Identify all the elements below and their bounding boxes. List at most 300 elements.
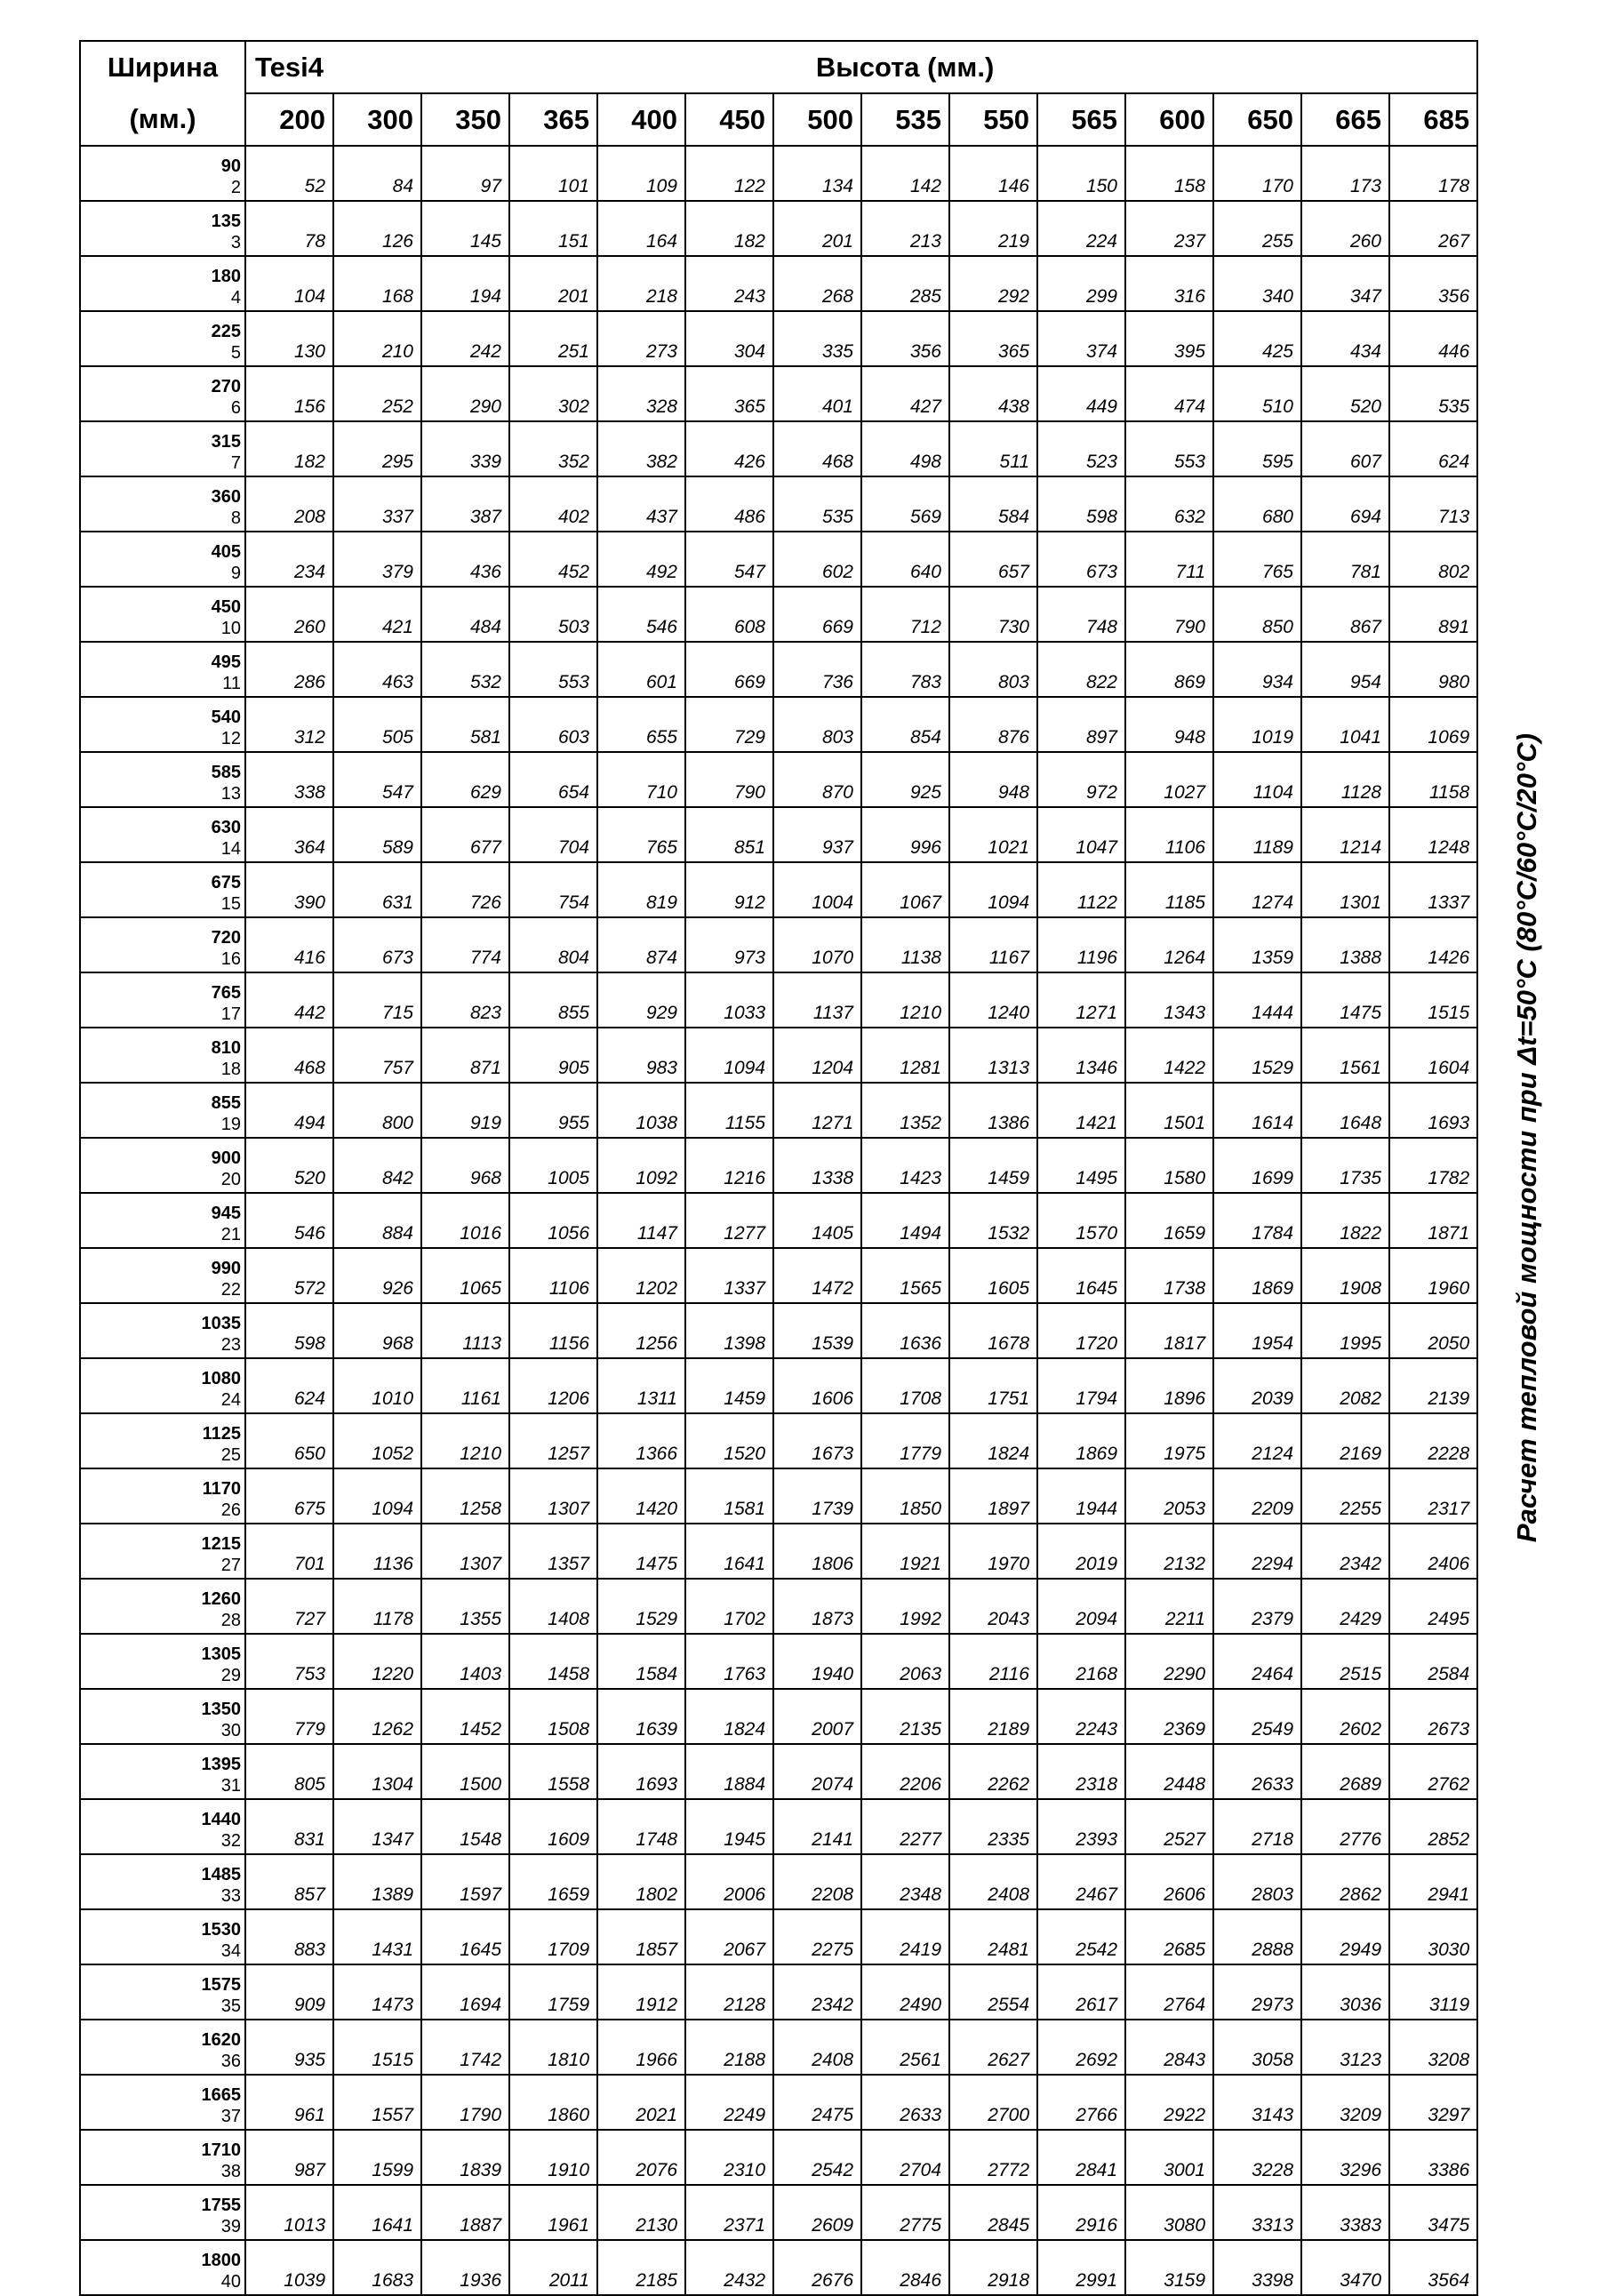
- width-unit-label: (мм.): [129, 103, 196, 134]
- table-row: [80, 642, 1477, 697]
- power-value-cell: 1720: [1037, 1303, 1125, 1358]
- power-value-cell: 884: [333, 1193, 421, 1248]
- power-value-cell: 726: [421, 862, 509, 917]
- power-value-cell: 2584: [1389, 1634, 1477, 1689]
- table-row: [80, 1689, 1477, 1744]
- height-header-cell: 535: [861, 93, 949, 146]
- power-value-cell: 968: [333, 1303, 421, 1358]
- table-row: [80, 807, 1477, 862]
- section-count: 4: [230, 288, 241, 308]
- width-mm: 1350: [201, 1700, 241, 1719]
- power-value-cell: 996: [861, 807, 949, 862]
- power-value-cell: 449: [1037, 366, 1125, 421]
- width-mm: 1620: [201, 2030, 241, 2050]
- width-mm: 1575: [201, 1975, 241, 1995]
- power-value-cell: 2094: [1037, 1579, 1125, 1634]
- table-body: [80, 146, 1477, 2295]
- power-value-cell: 1912: [597, 1964, 685, 2020]
- power-value-cell: 1966: [597, 2020, 685, 2075]
- table-row: [80, 2075, 1477, 2130]
- section-count: 21: [220, 1225, 241, 1244]
- width-mm: 315: [211, 432, 241, 452]
- power-value-cell: 727: [245, 1579, 333, 1634]
- power-value-cell: 1216: [685, 1138, 773, 1193]
- power-value-cell: 1645: [421, 1909, 509, 1964]
- power-value-cell: 1565: [861, 1248, 949, 1303]
- table-row: [80, 2185, 1477, 2240]
- height-header-row: [80, 93, 1477, 146]
- power-value-cell: 1240: [949, 972, 1037, 1028]
- power-value-cell: 874: [597, 917, 685, 972]
- width-cell: [80, 146, 245, 201]
- power-value-cell: 421: [333, 587, 421, 642]
- power-value-cell: 546: [597, 587, 685, 642]
- power-value-cell: 2542: [773, 2130, 861, 2185]
- power-value-cell: 694: [1301, 476, 1389, 532]
- section-count: 31: [220, 1776, 241, 1796]
- power-value-cell: 2371: [685, 2185, 773, 2240]
- power-value-cell: 1558: [509, 1744, 597, 1799]
- power-value-cell: 581: [421, 697, 509, 752]
- power-value-cell: 2169: [1301, 1413, 1389, 1468]
- power-value-cell: 2432: [685, 2240, 773, 2295]
- power-value-cell: 748: [1037, 587, 1125, 642]
- power-value-cell: 425: [1213, 311, 1301, 366]
- power-value-cell: 1580: [1125, 1138, 1213, 1193]
- power-value-cell: 2043: [949, 1579, 1037, 1634]
- power-value-cell: 1869: [1037, 1413, 1125, 1468]
- power-value-cell: 292: [949, 256, 1037, 311]
- power-value-cell: 632: [1125, 476, 1213, 532]
- power-value-cell: 1897: [949, 1468, 1037, 1524]
- section-count: 34: [220, 1941, 241, 1961]
- power-value-cell: 535: [773, 476, 861, 532]
- power-value-cell: 1304: [333, 1744, 421, 1799]
- power-value-cell: 434: [1301, 311, 1389, 366]
- width-cell: [80, 1744, 245, 1799]
- power-value-cell: 624: [1389, 421, 1477, 476]
- power-value-cell: 987: [245, 2130, 333, 2185]
- width-cell: [80, 587, 245, 642]
- section-count: 22: [220, 1280, 241, 1300]
- power-value-cell: 1839: [421, 2130, 509, 2185]
- power-value-cell: 1137: [773, 972, 861, 1028]
- power-value-cell: 1683: [333, 2240, 421, 2295]
- section-count: 28: [220, 1611, 241, 1630]
- power-value-cell: 1609: [509, 1799, 597, 1854]
- width-cell: [80, 366, 245, 421]
- width-cell: [80, 807, 245, 862]
- power-value-cell: 1806: [773, 1524, 861, 1579]
- power-value-cell: 1532: [949, 1193, 1037, 1248]
- power-value-cell: 505: [333, 697, 421, 752]
- width-cell: [80, 1468, 245, 1524]
- power-value-cell: 2633: [1213, 1744, 1301, 1799]
- power-value-cell: 2290: [1125, 1634, 1213, 1689]
- height-header-cell: 300: [333, 93, 421, 146]
- power-value-cell: 1196: [1037, 917, 1125, 972]
- power-value-cell: 2053: [1125, 1468, 1213, 1524]
- power-value-cell: 2067: [685, 1909, 773, 1964]
- power-value-cell: 1426: [1389, 917, 1477, 972]
- width-cell: [80, 2130, 245, 2185]
- power-value-cell: 673: [1037, 532, 1125, 587]
- power-value-cell: 650: [245, 1413, 333, 1468]
- power-value-cell: 1459: [949, 1138, 1037, 1193]
- width-mm: 135: [211, 212, 241, 231]
- power-value-cell: 822: [1037, 642, 1125, 697]
- power-value-cell: 520: [245, 1138, 333, 1193]
- width-cell: [80, 862, 245, 917]
- power-value-cell: 937: [773, 807, 861, 862]
- power-value-cell: 173: [1301, 146, 1389, 201]
- power-value-cell: 2918: [949, 2240, 1037, 2295]
- table-row: [80, 2240, 1477, 2295]
- section-count: 14: [220, 839, 241, 859]
- power-value-cell: 1337: [685, 1248, 773, 1303]
- power-value-cell: 1346: [1037, 1028, 1125, 1083]
- power-value-cell: 286: [245, 642, 333, 697]
- power-value-cell: 535: [1389, 366, 1477, 421]
- side-note: Расчет тепловой мощности при Δt=50°C (80°C/60°C/20°C): [1511, 732, 1542, 1543]
- width-mm: 810: [211, 1038, 241, 1058]
- power-value-cell: 669: [773, 587, 861, 642]
- power-value-cell: 1910: [509, 2130, 597, 2185]
- table-row: [80, 1524, 1477, 1579]
- power-value-cell: 1850: [861, 1468, 949, 1524]
- width-column-header: [80, 41, 245, 146]
- height-header-cell: 450: [685, 93, 773, 146]
- power-value-cell: 158: [1125, 146, 1213, 201]
- power-value-cell: 426: [685, 421, 773, 476]
- power-value-cell: 1337: [1389, 862, 1477, 917]
- power-value-cell: 2554: [949, 1964, 1037, 2020]
- power-value-cell: 2527: [1125, 1799, 1213, 1854]
- power-value-cell: 589: [333, 807, 421, 862]
- power-value-cell: 1408: [509, 1579, 597, 1634]
- width-mm: 1710: [201, 2140, 241, 2160]
- power-value-cell: 134: [773, 146, 861, 201]
- power-value-cell: 1047: [1037, 807, 1125, 862]
- width-cell: [80, 1083, 245, 1138]
- power-value-cell: 607: [1301, 421, 1389, 476]
- power-value-cell: 2206: [861, 1744, 949, 1799]
- power-value-cell: 2209: [1213, 1468, 1301, 1524]
- power-value-cell: 1274: [1213, 862, 1301, 917]
- power-value-cell: 2467: [1037, 1854, 1125, 1909]
- power-value-cell: 2448: [1125, 1744, 1213, 1799]
- power-value-cell: 365: [949, 311, 1037, 366]
- power-value-cell: 1945: [685, 1799, 773, 1854]
- power-value-cell: 1311: [597, 1358, 685, 1413]
- power-value-cell: 446: [1389, 311, 1477, 366]
- power-value-cell: 1271: [773, 1083, 861, 1138]
- power-value-cell: 2335: [949, 1799, 1037, 1854]
- table-row: [80, 917, 1477, 972]
- power-value-cell: 3386: [1389, 2130, 1477, 2185]
- power-value-cell: 2633: [861, 2075, 949, 2130]
- power-value-cell: 1604: [1389, 1028, 1477, 1083]
- width-mm: 360: [211, 487, 241, 507]
- power-value-cell: 569: [861, 476, 949, 532]
- power-value-cell: 486: [685, 476, 773, 532]
- power-value-cell: 1039: [245, 2240, 333, 2295]
- table-row: [80, 1579, 1477, 1634]
- power-value-cell: 224: [1037, 201, 1125, 256]
- power-value-cell: 2843: [1125, 2020, 1213, 2075]
- width-mm: 675: [211, 873, 241, 892]
- power-value-cell: 1529: [597, 1579, 685, 1634]
- power-value-cell: 1421: [1037, 1083, 1125, 1138]
- power-value-cell: 194: [421, 256, 509, 311]
- power-value-cell: 1636: [861, 1303, 949, 1358]
- table-row: [80, 311, 1477, 366]
- power-value-cell: 603: [509, 697, 597, 752]
- power-value-cell: 2039: [1213, 1358, 1301, 1413]
- power-value-cell: 1508: [509, 1689, 597, 1744]
- power-value-cell: 1748: [597, 1799, 685, 1854]
- width-mm: 1755: [201, 2196, 241, 2215]
- power-value-cell: 3036: [1301, 1964, 1389, 2020]
- power-value-cell: 290: [421, 366, 509, 421]
- power-value-cell: 1161: [421, 1358, 509, 1413]
- power-value-cell: 2803: [1213, 1854, 1301, 1909]
- table-row: [80, 1468, 1477, 1524]
- power-value-cell: 1605: [949, 1248, 1037, 1303]
- power-value-cell: 101: [509, 146, 597, 201]
- power-value-cell: 3143: [1213, 2075, 1301, 2130]
- power-value-cell: 765: [1213, 532, 1301, 587]
- power-value-cell: 2685: [1125, 1909, 1213, 1964]
- power-value-cell: 2846: [861, 2240, 949, 2295]
- section-count: 23: [220, 1335, 241, 1355]
- power-value-cell: 1355: [421, 1579, 509, 1634]
- power-value-cell: 151: [509, 201, 597, 256]
- power-value-cell: 356: [1389, 256, 1477, 311]
- power-value-cell: 1709: [509, 1909, 597, 1964]
- power-value-cell: 2255: [1301, 1468, 1389, 1524]
- power-value-cell: 1869: [1213, 1248, 1301, 1303]
- height-header-cell: 665: [1301, 93, 1389, 146]
- table-row: [80, 972, 1477, 1028]
- power-value-cell: 654: [509, 752, 597, 807]
- power-value-cell: 168: [333, 256, 421, 311]
- section-count: 16: [220, 949, 241, 969]
- table-row: [80, 1303, 1477, 1358]
- power-value-cell: 673: [333, 917, 421, 972]
- power-value-cell: 1113: [421, 1303, 509, 1358]
- power-value-cell: 655: [597, 697, 685, 752]
- power-value-cell: 374: [1037, 311, 1125, 366]
- power-value-cell: 629: [421, 752, 509, 807]
- power-value-cell: 1307: [421, 1524, 509, 1579]
- power-value-cell: 352: [509, 421, 597, 476]
- power-value-cell: 1347: [333, 1799, 421, 1854]
- table-row: [80, 201, 1477, 256]
- power-value-cell: 365: [685, 366, 773, 421]
- power-value-cell: 1352: [861, 1083, 949, 1138]
- power-value-cell: 1739: [773, 1468, 861, 1524]
- power-value-cell: 1067: [861, 862, 949, 917]
- power-value-cell: 1458: [509, 1634, 597, 1689]
- width-cell: [80, 1909, 245, 1964]
- power-value-cell: 1094: [949, 862, 1037, 917]
- power-value-cell: 2495: [1389, 1579, 1477, 1634]
- power-value-cell: 3030: [1389, 1909, 1477, 1964]
- power-value-cell: 553: [509, 642, 597, 697]
- power-value-cell: 1178: [333, 1579, 421, 1634]
- power-value-cell: 1936: [421, 2240, 509, 2295]
- power-value-cell: 1581: [685, 1468, 773, 1524]
- power-value-cell: 273: [597, 311, 685, 366]
- power-value-cell: 1158: [1389, 752, 1477, 807]
- power-value-cell: 170: [1213, 146, 1301, 201]
- power-value-cell: 437: [597, 476, 685, 532]
- table-row: [80, 1744, 1477, 1799]
- power-value-cell: 1738: [1125, 1248, 1213, 1303]
- power-value-cell: 243: [685, 256, 773, 311]
- power-value-cell: 401: [773, 366, 861, 421]
- power-value-cell: 2766: [1037, 2075, 1125, 2130]
- power-value-cell: 2617: [1037, 1964, 1125, 2020]
- table-row: [80, 697, 1477, 752]
- power-value-cell: 218: [597, 256, 685, 311]
- power-value-cell: 1459: [685, 1358, 773, 1413]
- power-value-cell: 2408: [773, 2020, 861, 2075]
- power-value-cell: 624: [245, 1358, 333, 1413]
- width-cell: [80, 311, 245, 366]
- power-value-cell: 3564: [1389, 2240, 1477, 2295]
- power-value-cell: 242: [421, 311, 509, 366]
- power-value-cell: 2050: [1389, 1303, 1477, 1358]
- table-row: [80, 1854, 1477, 1909]
- section-count: 40: [220, 2272, 241, 2292]
- power-value-cell: 2676: [773, 2240, 861, 2295]
- section-count: 24: [220, 1390, 241, 1410]
- power-value-cell: 2211: [1125, 1579, 1213, 1634]
- power-value-cell: 2764: [1125, 1964, 1213, 2020]
- power-value-cell: 2132: [1125, 1524, 1213, 1579]
- power-value-cell: 1092: [597, 1138, 685, 1193]
- power-value-cell: 1214: [1301, 807, 1389, 862]
- table-row: [80, 1138, 1477, 1193]
- table-row: [80, 1193, 1477, 1248]
- power-value-cell: 1975: [1125, 1413, 1213, 1468]
- power-value-cell: 1641: [333, 2185, 421, 2240]
- power-value-cell: 1824: [949, 1413, 1037, 1468]
- width-mm: 1260: [201, 1589, 241, 1609]
- power-value-cell: 1784: [1213, 1193, 1301, 1248]
- width-cell: [80, 1358, 245, 1413]
- width-cell: [80, 917, 245, 972]
- power-value-cell: 3383: [1301, 2185, 1389, 2240]
- power-value-cell: 968: [421, 1138, 509, 1193]
- power-value-cell: 339: [421, 421, 509, 476]
- power-value-cell: 572: [245, 1248, 333, 1303]
- power-value-cell: 1264: [1125, 917, 1213, 972]
- table-row: [80, 587, 1477, 642]
- power-value-cell: 2076: [597, 2130, 685, 2185]
- power-value-cell: 1038: [597, 1083, 685, 1138]
- power-value-cell: 2369: [1125, 1689, 1213, 1744]
- width-cell: [80, 1303, 245, 1358]
- power-value-cell: 2243: [1037, 1689, 1125, 1744]
- power-value-cell: 2941: [1389, 1854, 1477, 1909]
- power-value-cell: 436: [421, 532, 509, 587]
- power-value-cell: 1167: [949, 917, 1037, 972]
- width-mm: 1485: [201, 1865, 241, 1884]
- width-cell: [80, 972, 245, 1028]
- power-value-cell: 803: [773, 697, 861, 752]
- power-value-cell: 1420: [597, 1468, 685, 1524]
- table-row: [80, 1413, 1477, 1468]
- power-value-cell: 156: [245, 366, 333, 421]
- power-value-cell: 1699: [1213, 1138, 1301, 1193]
- height-header-cell: 365: [509, 93, 597, 146]
- power-value-cell: 891: [1389, 587, 1477, 642]
- power-value-cell: 774: [421, 917, 509, 972]
- power-value-cell: 2124: [1213, 1413, 1301, 1468]
- power-value-cell: 1106: [509, 1248, 597, 1303]
- table-row: [80, 146, 1477, 201]
- power-value-cell: 2922: [1125, 2075, 1213, 2130]
- power-value-cell: 1693: [1389, 1083, 1477, 1138]
- section-count: 9: [230, 564, 241, 583]
- power-value-cell: 52: [245, 146, 333, 201]
- power-value-cell: 602: [773, 532, 861, 587]
- width-cell: [80, 2185, 245, 2240]
- power-value-cell: 1202: [597, 1248, 685, 1303]
- power-value-cell: 78: [245, 201, 333, 256]
- power-value-cell: 2845: [949, 2185, 1037, 2240]
- power-value-cell: 2991: [1037, 2240, 1125, 2295]
- power-value-cell: 926: [333, 1248, 421, 1303]
- power-value-cell: 1431: [333, 1909, 421, 1964]
- power-value-cell: 2128: [685, 1964, 773, 2020]
- power-value-cell: 2704: [861, 2130, 949, 2185]
- power-value-cell: 1258: [421, 1468, 509, 1524]
- power-value-cell: 790: [1125, 587, 1213, 642]
- power-value-cell: 337: [333, 476, 421, 532]
- power-value-cell: 1871: [1389, 1193, 1477, 1248]
- power-value-cell: 2011: [509, 2240, 597, 2295]
- section-count: 18: [220, 1060, 241, 1079]
- power-value-cell: 1822: [1301, 1193, 1389, 1248]
- power-value-cell: 1954: [1213, 1303, 1301, 1358]
- power-value-cell: 1021: [949, 807, 1037, 862]
- power-value-cell: 961: [245, 2075, 333, 2130]
- power-value-cell: 1494: [861, 1193, 949, 1248]
- power-value-cell: 1398: [685, 1303, 773, 1358]
- power-value-cell: 805: [245, 1744, 333, 1799]
- power-value-cell: 295: [333, 421, 421, 476]
- power-value-cell: 1802: [597, 1854, 685, 1909]
- power-value-cell: 1995: [1301, 1303, 1389, 1358]
- power-value-cell: 1561: [1301, 1028, 1389, 1083]
- power-value-cell: 1343: [1125, 972, 1213, 1028]
- power-value-cell: 2973: [1213, 1964, 1301, 2020]
- power-value-cell: 2775: [861, 2185, 949, 2240]
- power-value-cell: 1019: [1213, 697, 1301, 752]
- power-value-cell: 1751: [949, 1358, 1037, 1413]
- power-value-cell: 3080: [1125, 2185, 1213, 2240]
- section-count: 32: [220, 1831, 241, 1851]
- power-value-cell: 503: [509, 587, 597, 642]
- power-value-cell: 2006: [685, 1854, 773, 1909]
- power-value-cell: 237: [1125, 201, 1213, 256]
- power-value-cell: 145: [421, 201, 509, 256]
- power-value-cell: 1570: [1037, 1193, 1125, 1248]
